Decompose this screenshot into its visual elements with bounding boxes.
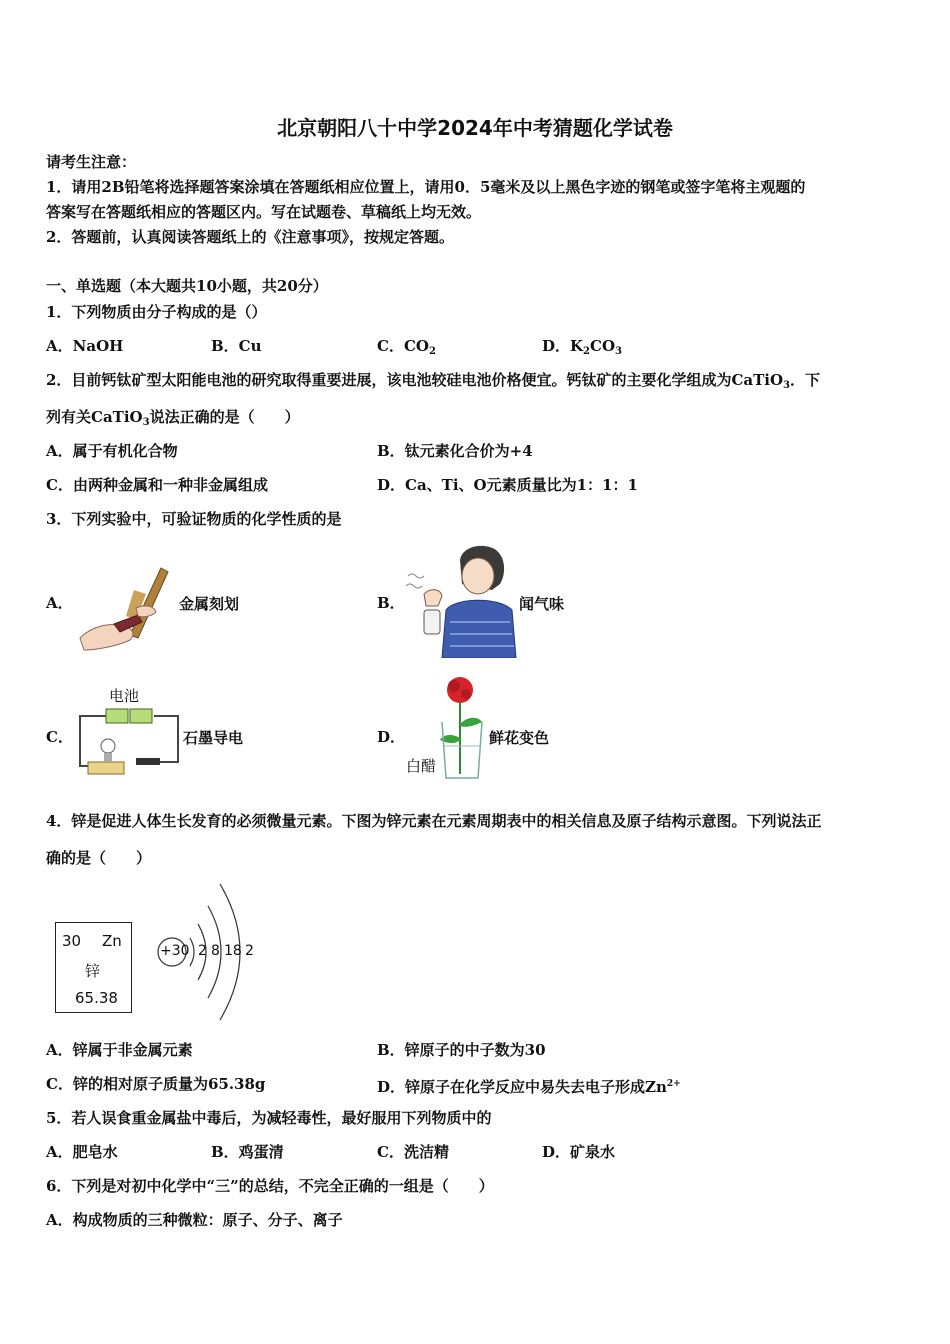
q3-option-a-label: 金属刻划 — [179, 595, 240, 613]
q2-option-d: D．Ca、Ti、O元素质量比为1：1：1 — [377, 476, 638, 494]
q4-option-b: B．锌原子的中子数为30 — [377, 1041, 546, 1059]
notice-heading: 请考生注意： — [46, 153, 137, 171]
zinc-shell-3: 18 — [224, 943, 242, 959]
q5-stem: 5．若人误食重金属盐中毒后，为减轻毒性，最好服用下列物质中的 — [46, 1109, 492, 1127]
q1-option-b: B．Cu — [211, 337, 262, 355]
notice-item2: 2．答题前，认真阅读答题纸上的《注意事项》，按规定答题。 — [46, 228, 454, 246]
notice-item1-line1: 1．请用2B铅笔将选择题答案涂填在答题纸相应位置上，请用0．5毫米及以上黑色字迹的钢笔或签字笔将主观题的 — [46, 178, 806, 196]
q3-option-c-label: 石墨导电 — [183, 729, 244, 747]
q6-option-a: A．构成物质的三种微粒：原子、分子、离子 — [46, 1211, 343, 1229]
graphite-circuit-illustration — [72, 704, 184, 780]
flower-vinegar-illustration — [432, 674, 492, 784]
q3-option-d-letter: D． — [377, 728, 406, 746]
q4-stem-line2: 确的是（ ） — [46, 849, 152, 867]
q5-option-c: C．洗洁精 — [377, 1143, 449, 1161]
q3-option-a-letter: A． — [46, 594, 73, 612]
zinc-name: 锌 — [85, 962, 101, 980]
zinc-element-cell — [55, 922, 132, 1013]
metal-scratch-illustration — [76, 560, 186, 655]
notice-item1-line2: 答案写在答题纸相应的答题区内。写在试题卷、草稿纸上均无效。 — [46, 203, 482, 221]
q3-option-d-label: 鲜花变色 — [489, 729, 550, 747]
zinc-atomic-mass: 65.38 — [75, 989, 118, 1007]
zinc-atomic-number: 30 — [62, 932, 82, 950]
q2-option-c: C．由两种金属和一种非金属组成 — [46, 476, 268, 494]
q2-stem-line2: 列有关CaTiO$_3$说法正确的是（ ） — [46, 408, 300, 428]
q3-option-b-letter: B． — [377, 594, 405, 612]
section-heading: 一、单选题（本大题共10小题，共20分） — [46, 277, 328, 295]
q3-stem: 3．下列实验中，可验证物质的化学性质的是 — [46, 510, 342, 528]
q4-option-a: A．锌属于非金属元素 — [46, 1041, 193, 1059]
zinc-shell-4: 2 — [245, 943, 254, 959]
q2-option-a: A．属于有机化合物 — [46, 442, 178, 460]
q1-option-a: A．NaOH — [46, 337, 124, 355]
q1-option-d: D．$K_2CO_3$ — [542, 337, 622, 357]
q4-option-d: D．锌原子在化学反应中易失去电子形成$Zn^{2+}$ — [377, 1078, 681, 1096]
zinc-shell-2: 8 — [211, 943, 220, 959]
page-title: 北京朝阳八十中学2024年中考猜题化学试卷 — [277, 116, 673, 140]
q1-option-c: C．$CO_2$ — [377, 337, 436, 357]
q3-option-c-battery-label: 电池 — [109, 687, 140, 705]
q5-option-b: B．鸡蛋清 — [211, 1143, 284, 1161]
q5-option-a: A．肥皂水 — [46, 1143, 118, 1161]
q5-option-d: D．矿泉水 — [542, 1143, 616, 1161]
q4-option-c: C．锌的相对原子质量为65.38g — [46, 1075, 266, 1093]
smelling-illustration — [402, 540, 520, 658]
zinc-shell-1: 2 — [198, 943, 207, 959]
q6-stem: 6．下列是对初中化学中“三”的总结，不完全正确的一组是（ ） — [46, 1177, 494, 1195]
q2-option-b: B．钛元素化合价为+4 — [377, 442, 533, 460]
zinc-nucleus-charge: +30 — [160, 943, 190, 959]
q3-option-b-label: 闻气味 — [519, 595, 565, 613]
q1-stem: 1．下列物质由分子构成的是（） — [46, 303, 267, 321]
q3-option-c-letter: C． — [46, 728, 73, 746]
q3-option-d-vinegar-label: 白醋 — [406, 757, 437, 775]
q2-stem-line1: 2．目前钙钛矿型太阳能电池的研究取得重要进展，该电池较硅电池价格便宜。钙钛矿的主要化学组成为CaTiO$_3$．下 — [46, 371, 821, 391]
zinc-symbol: Zn — [102, 932, 122, 950]
q4-stem-line1: 4．锌是促进人体生长发育的必须微量元素。下图为锌元素在元素周期表中的相关信息及原子结构示意图。下列说法正 — [46, 812, 822, 830]
